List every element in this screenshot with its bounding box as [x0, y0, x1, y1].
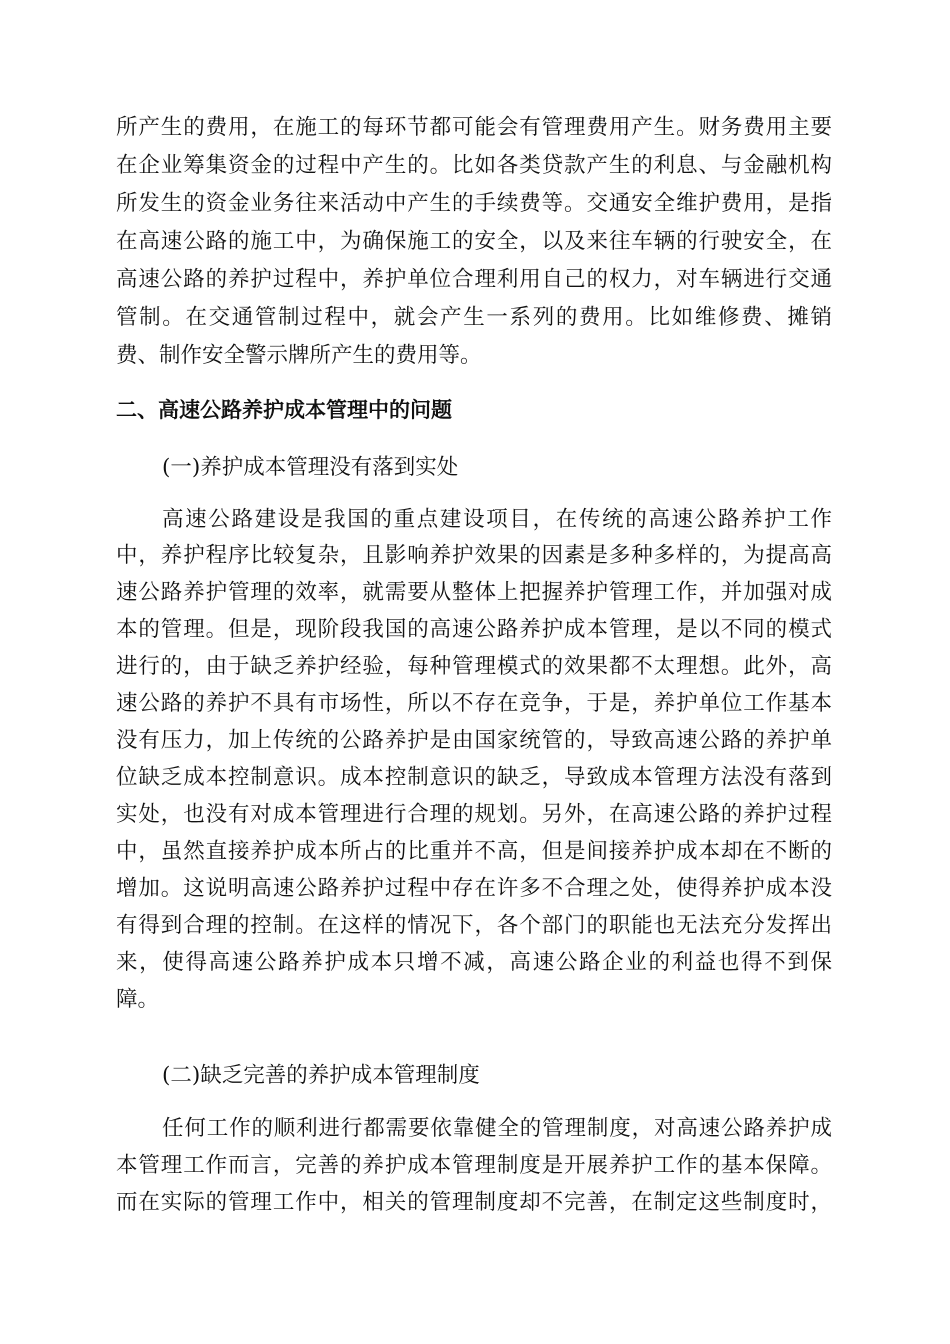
- text-line: 而在实际的管理工作中，相关的管理制度却不完善，在制定这些制度时，: [116, 1190, 832, 1215]
- text-line: 本管理工作而言，完善的养护成本管理制度是开展养护工作的基本保障。: [116, 1153, 832, 1178]
- text-line: 障。: [116, 987, 160, 1012]
- text-line: 速公路养护管理的效率，就需要从整体上把握养护管理工作，并加强对成: [116, 580, 832, 605]
- subheading-2: (二)缺乏完善的养护成本管理制度: [162, 1063, 480, 1088]
- text-line: 本的管理。但是，现阶段我国的高速公路养护成本管理，是以不同的模式: [116, 617, 832, 642]
- text-line: 高速公路建设是我国的重点建设项目，在传统的高速公路养护工作: [162, 507, 832, 532]
- text-line: 位缺乏成本控制意识。成本控制意识的缺乏，导致成本管理方法没有落到: [116, 765, 832, 790]
- text-line: 所产生的费用，在施工的每环节都可能会有管理费用产生。财务费用主要: [116, 115, 832, 140]
- section-heading: 二、高速公路养护成本管理中的问题: [116, 398, 452, 422]
- text-line: 没有压力，加上传统的公路养护是由国家统管的，导致高速公路的养护单: [116, 728, 832, 753]
- subheading-1: (一)养护成本管理没有落到实处: [162, 455, 459, 480]
- text-line: 在企业筹集资金的过程中产生的。比如各类贷款产生的利息、与金融机构: [116, 153, 832, 178]
- text-line: 进行的，由于缺乏养护经验，每种管理模式的效果都不太理想。此外，高: [116, 654, 832, 679]
- text-line: 高速公路的养护过程中，养护单位合理利用自己的权力，对车辆进行交通: [116, 267, 832, 292]
- text-line: 增加。这说明高速公路养护过程中存在许多不合理之处，使得养护成本没: [116, 876, 832, 901]
- text-line: 管制。在交通管制过程中，就会产生一系列的费用。比如维修费、摊销: [116, 305, 832, 330]
- text-line: 任何工作的顺利进行都需要依靠健全的管理制度，对高速公路养护成: [162, 1116, 832, 1141]
- text-line: 在高速公路的施工中，为确保施工的安全，以及来往车辆的行驶安全，在: [116, 229, 832, 254]
- text-line: 所发生的资金业务往来活动中产生的手续费等。交通安全维护费用，是指: [116, 191, 832, 216]
- text-line: 中，养护程序比较复杂，且影响养护效果的因素是多种多样的，为提高高: [116, 543, 832, 568]
- text-line: 有得到合理的控制。在这样的情况下，各个部门的职能也无法充分发挥出: [116, 913, 832, 938]
- text-line: 中，虽然直接养护成本所占的比重并不高，但是间接养护成本却在不断的: [116, 839, 832, 864]
- text-line: 速公路的养护不具有市场性，所以不存在竞争，于是，养护单位工作基本: [116, 691, 832, 716]
- text-line: 来，使得高速公路养护成本只增不减，高速公路企业的利益也得不到保: [116, 950, 832, 975]
- text-line: 费、制作安全警示牌所产生的费用等。: [116, 343, 482, 368]
- text-line: 实处，也没有对成本管理进行合理的规划。另外，在高速公路的养护过程: [116, 802, 832, 827]
